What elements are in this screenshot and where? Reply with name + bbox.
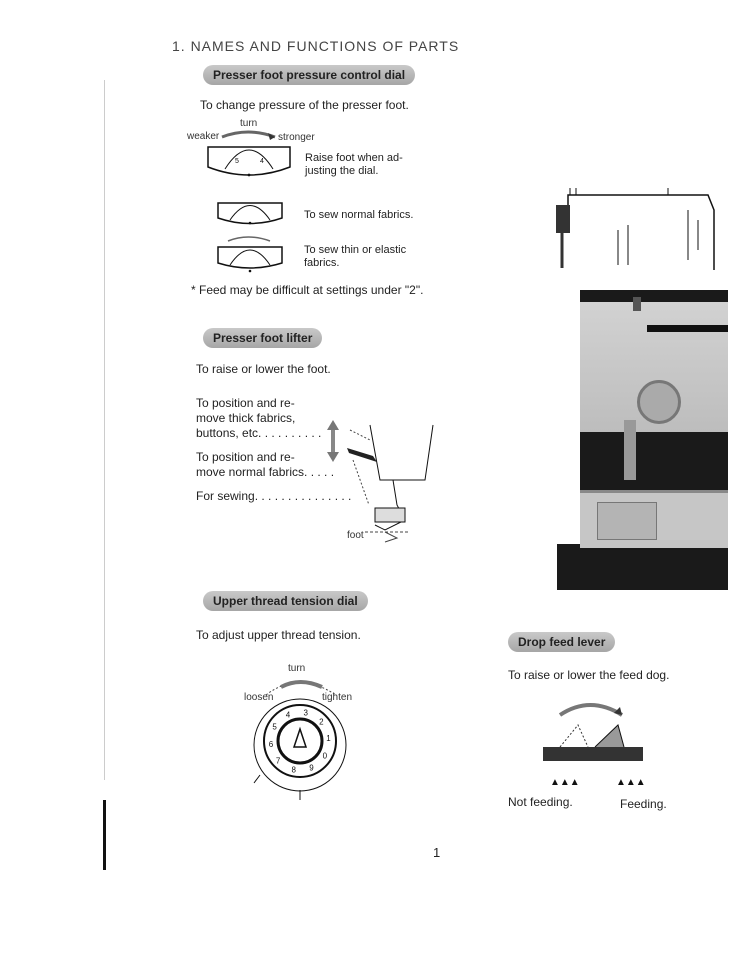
pressure-turn-label: turn — [240, 118, 258, 129]
tension-dial-number: 1 — [326, 734, 331, 743]
pressure-dial-normal — [218, 203, 282, 224]
pressure-dial-diagrams — [200, 125, 310, 285]
page-number: 1 — [433, 845, 441, 860]
drop-heading: Drop feed lever — [508, 632, 615, 652]
pressure-raise-note: Raise foot when ad- justing the dial. — [305, 152, 403, 177]
lifter-diagram — [325, 420, 440, 550]
not-feeding-label: Not feeding. — [508, 795, 573, 809]
svg-text:▲▲▲: ▲▲▲ — [616, 777, 646, 788]
machine-photo — [557, 290, 728, 590]
pressure-dial-large — [208, 147, 290, 176]
pressure-turn-arrow — [222, 132, 275, 137]
binder-edge — [103, 800, 106, 870]
tension-intro: To adjust upper thread tension. — [196, 628, 361, 642]
lifter-heading: Presser foot lifter — [203, 328, 322, 348]
tension-dial-number: 6 — [268, 740, 274, 749]
photo-mask-left — [557, 290, 580, 544]
tension-dial-number: 8 — [291, 765, 296, 775]
page-edge-line — [104, 80, 105, 780]
drop-lever — [595, 725, 624, 747]
lifter-intro: To raise or lower the foot. — [196, 362, 331, 376]
tension-dial-number: 2 — [319, 717, 324, 727]
pressure-dial-thin — [218, 237, 282, 272]
tension-heading: Upper thread tension dial — [203, 591, 368, 611]
lifter-foot-label: foot — [347, 530, 364, 541]
lifter-sewing-note: For sewing. . . . . . . . . . . . . . . — [196, 489, 352, 503]
tension-dial-number: 7 — [275, 756, 281, 766]
bed-cover — [597, 502, 657, 540]
machine-spool-pin — [633, 297, 641, 311]
tension-dial-number: 3 — [303, 708, 308, 718]
pressure-thin-note: To sew thin or elastic fabrics. — [304, 244, 407, 269]
tension-turn-arrow — [281, 682, 322, 687]
drop-intro: To raise or lower the feed dog. — [508, 668, 670, 682]
tension-tighten-label: tighten — [322, 692, 353, 703]
needle-bar — [624, 420, 636, 480]
tension-turn-label: turn — [288, 663, 306, 674]
drop-base — [543, 747, 643, 761]
feeding-label: Feeding. — [620, 797, 667, 811]
tension-dial-diagram — [236, 665, 366, 805]
tension-dial-photo — [637, 380, 681, 424]
pressure-weaker-label: weaker — [187, 131, 220, 142]
pressure-heading: Presser foot pressure control dial — [203, 65, 415, 85]
machine-outline-top — [548, 180, 718, 270]
pressure-normal-note: To sew normal fabrics. — [304, 209, 414, 221]
pressure-stronger-label: stronger — [278, 132, 315, 143]
lifter-foot — [375, 508, 405, 522]
svg-text:5: 5 — [235, 158, 239, 165]
lifter-normal-note: To position and re- move normal fabrics. . . . . — [196, 450, 335, 479]
tension-dial-number: 0 — [322, 751, 328, 761]
pressure-intro: To change pressure of the presser foot. — [200, 98, 409, 112]
machine-label-strip — [647, 325, 728, 332]
tension-dial-number: 5 — [272, 722, 277, 732]
page-title: 1. NAMES AND FUNCTIONS OF PARTS — [172, 38, 460, 54]
tension-dial-number: 4 — [285, 710, 291, 720]
tension-loosen-label: loosen — [244, 692, 274, 703]
svg-text:4: 4 — [260, 158, 264, 165]
lifter-thick-note: To position and re- move thick fabrics, buttons, etc. . . . . . . . . . — [196, 396, 322, 440]
svg-text:▲▲▲: ▲▲▲ — [550, 777, 580, 788]
pressure-footnote: * Feed may be difficult at settings under "2". — [191, 283, 424, 297]
lifter-lever — [347, 448, 377, 462]
drop-turn-arrow — [560, 705, 622, 715]
drop-lever-diagram — [540, 695, 650, 788]
tension-dial-number: 9 — [309, 763, 314, 773]
